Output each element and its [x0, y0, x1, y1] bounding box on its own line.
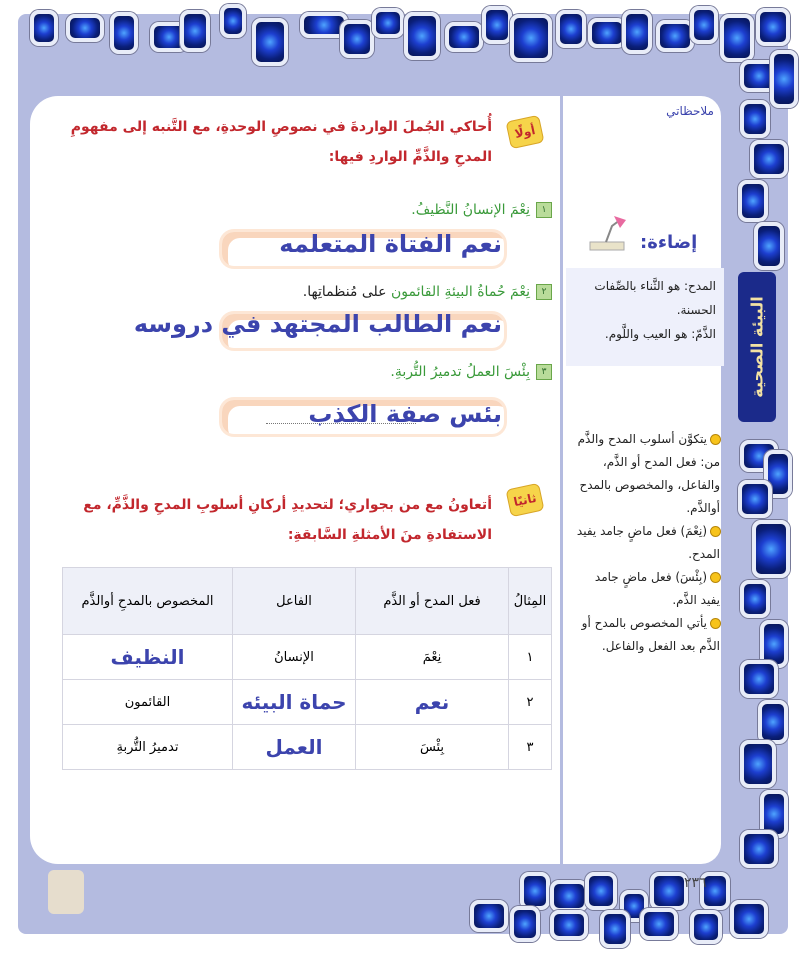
badge-one: أولًا	[505, 115, 544, 149]
bead	[556, 10, 586, 48]
bullet-icon	[711, 619, 720, 628]
bead	[550, 880, 588, 912]
bead	[585, 872, 617, 910]
bead	[656, 20, 694, 52]
bead	[754, 222, 784, 270]
bead	[510, 906, 540, 942]
bead	[110, 12, 138, 54]
bead	[740, 740, 776, 788]
table-row: ٢ نعم حماة البيئه القائمون	[63, 680, 552, 725]
summary-bullets	[574, 428, 720, 658]
list-item: يتكوَّن أسلوب المدح والذَّم من: فعل المدح أو الذَّم، والفاعل، والمخصوص بالمدح أوالذَّم.	[577, 432, 720, 515]
example-3: ٣بِئْسَ العملُ تدميرُ التُّربةِ.	[390, 364, 552, 380]
bead	[622, 10, 652, 54]
list-item: (بِئْسَ) فعل ماضٍ جامد يفيد الذَّم.	[594, 570, 720, 607]
bead	[650, 872, 688, 910]
idafa-box: المدح: هو الثَّناء بالصِّفات الحسنة. الذَّمّ: هو العيب واللَّوم.	[566, 268, 724, 366]
bead	[482, 6, 512, 44]
bead	[690, 6, 718, 44]
chapter-band: البيئة الصحية	[738, 272, 776, 422]
notes-label: ملاحظاتي	[666, 104, 714, 118]
example-1: ١نِعْمَ الإنسانُ النَّظيفُ.	[411, 202, 552, 218]
bead	[640, 908, 678, 940]
bead	[690, 910, 722, 944]
table-header: المِثالُ فعل المدح أو الذَّم الفاعل المخصوص بالمدحِ أوالذَّم	[63, 568, 552, 635]
bead	[758, 700, 788, 744]
list-item: (نِعْمَ) فعل ماضٍ جامد يفيد المدح.	[576, 524, 720, 561]
lamp-icon	[586, 214, 630, 254]
answer-2: نعم الطالب المجتهد في دروسه	[133, 310, 502, 338]
bead	[770, 50, 798, 108]
bead	[340, 20, 374, 58]
bead	[588, 18, 626, 48]
bead	[752, 520, 790, 578]
idafa-title: إضاءة:	[640, 232, 698, 253]
bullet-icon	[711, 527, 720, 536]
bead	[738, 480, 772, 518]
bead	[30, 10, 58, 46]
bead	[740, 100, 770, 138]
bead	[740, 830, 778, 868]
bead	[252, 18, 288, 66]
answer-3: بئس صفة الكذب	[308, 400, 502, 428]
bead	[740, 660, 778, 698]
table-row: ٣ بِئْسَ العمل تدميرُ التُّربةِ	[63, 725, 552, 770]
analysis-table	[62, 567, 552, 770]
list-item: يأتي المخصوص بالمدح أو الذَّم بعد الفعل والفاعل.	[581, 616, 720, 653]
bead	[550, 910, 588, 940]
bead	[470, 900, 508, 932]
bead	[750, 140, 788, 178]
bead	[738, 180, 768, 222]
bead	[600, 910, 630, 948]
instruction-one: أُحاكي الجُملَ الواردةَ في نصوصِ الوحدةِ، مع التَّنبه إلى مفهومِ المدحِ والذَّمِّ الواردِ فيها:	[70, 119, 492, 165]
bead	[730, 900, 768, 938]
bullet-icon	[711, 435, 720, 444]
bead	[720, 14, 754, 62]
bead	[510, 14, 552, 62]
bead	[756, 8, 790, 46]
bead	[220, 4, 246, 38]
bead	[520, 872, 550, 910]
page-number: ٢٣٦	[684, 875, 707, 891]
badge-two: ثانيًا	[505, 483, 544, 517]
bullet-icon	[711, 573, 720, 582]
bead	[404, 12, 440, 60]
publisher-logo	[48, 870, 84, 914]
bead	[445, 22, 483, 52]
bead	[66, 14, 104, 42]
instruction-two: أتعاونُ مع من بجواري؛ لتحديدِ أركانِ أسلوبِ المدحِ والذَّمِّ، مع الاستفادةِ منَ الأمثلةِ السَّابقةِ:	[83, 497, 492, 543]
table-row: ١ نِعْمَ الإنسانُ النظيف	[63, 635, 552, 680]
bead	[372, 8, 404, 38]
bead	[180, 10, 210, 52]
example-2: ٢نِعْمَ حُماةُ البيئةِ القائمون على مُنظماتِها.	[303, 284, 552, 300]
answer-1: نعم الفتاة المتعلمه	[279, 230, 502, 258]
bead	[740, 580, 770, 618]
